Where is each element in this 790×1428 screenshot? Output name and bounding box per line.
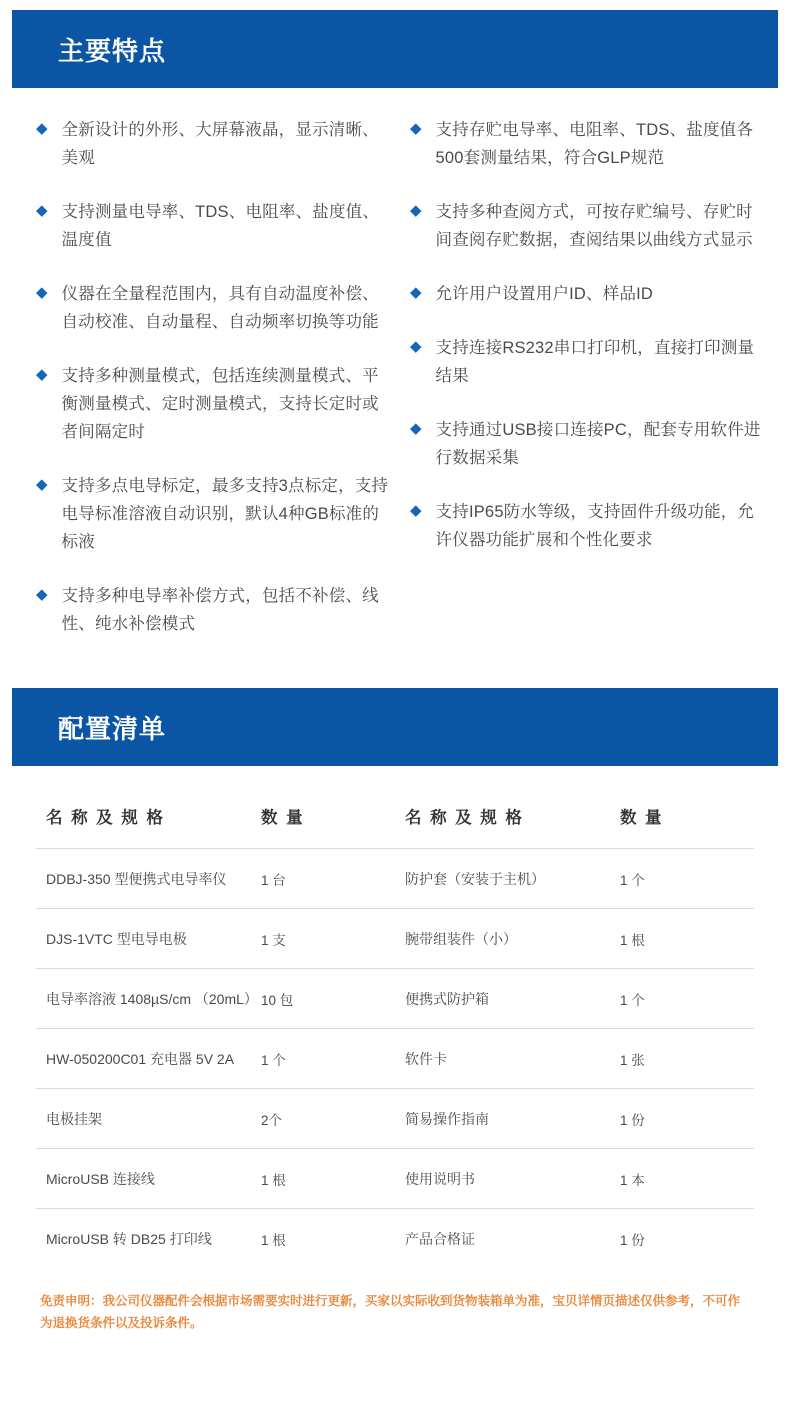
table-row: [36, 909, 754, 969]
feature-text: 支持连接RS232串口打印机，直接打印测量结果: [435, 339, 755, 385]
item-name: 便携式防护箱: [395, 969, 614, 1029]
item-name: MicroUSB 连接线: [36, 1149, 255, 1209]
feature-item: [398, 280, 766, 308]
item-qty: 1 根: [614, 909, 754, 969]
feature-text: 支持IP65防水等级，支持固件升级功能，允许仪器功能扩展和个性化要求: [435, 503, 755, 549]
item-name: 使用说明书: [395, 1149, 614, 1209]
feature-item: [398, 198, 766, 254]
feature-item: [398, 334, 766, 390]
feature-item: [398, 416, 766, 472]
column-header-qty-2: 数 量: [619, 809, 664, 827]
item-qty: 1 份: [614, 1089, 754, 1149]
item-qty: 1 台: [255, 849, 395, 909]
feature-item: [398, 116, 766, 172]
feature-text: 支持测量电导率、TDS、电阻率、盐度值、温度值: [61, 203, 380, 249]
feature-item: [24, 116, 392, 172]
feature-text: 全新设计的外形、大屏幕液晶，显示清晰、美观: [61, 121, 379, 167]
item-name: 简易操作指南: [395, 1089, 614, 1149]
feature-text: 支持多种测量模式，包括连续测量模式、平衡测量模式、定时测量模式，支持长定时或者间隔定时: [61, 367, 379, 441]
features-column-left: [24, 116, 392, 664]
item-qty: 1 份: [614, 1209, 754, 1269]
item-qty: 1 张: [614, 1029, 754, 1089]
feature-item: [24, 472, 392, 556]
item-qty: 2个: [255, 1089, 395, 1149]
diamond-bullet-icon: ◆: [36, 366, 48, 383]
diamond-bullet-icon: ◆: [410, 120, 422, 137]
diamond-bullet-icon: ◆: [410, 502, 422, 519]
features-list: [0, 88, 790, 688]
item-name: DDBJ-350 型便携式电导率仪: [36, 849, 255, 909]
item-name: 产品合格证: [395, 1209, 614, 1269]
diamond-bullet-icon: ◆: [36, 284, 48, 301]
product-detail-page: [0, 10, 790, 1428]
item-name: 腕带组装件（小）: [395, 909, 614, 969]
table-header-row: [36, 782, 754, 849]
item-name: 电导率溶液 1408µS/cm （20mL）: [36, 969, 255, 1029]
item-qty: 1 支: [255, 909, 395, 969]
feature-text: 支持多点电导标定，最多支持3点标定，支持电导标准溶液自动识别，默认4种GB标准的标液: [61, 477, 389, 551]
feature-item: [24, 582, 392, 638]
table-row: [36, 849, 754, 909]
table-row: [36, 1029, 754, 1089]
config-table: [36, 782, 754, 1268]
diamond-bullet-icon: ◆: [410, 338, 422, 355]
diamond-bullet-icon: ◆: [36, 586, 48, 603]
config-table-wrapper: [0, 766, 790, 1268]
diamond-bullet-icon: ◆: [410, 420, 422, 437]
diamond-bullet-icon: ◆: [36, 202, 48, 219]
item-name: 防护套（安装于主机）: [395, 849, 614, 909]
item-qty: 10 包: [255, 969, 395, 1029]
config-section-title: 配置清单: [58, 713, 167, 744]
feature-item: [24, 280, 392, 336]
features-section-header: [12, 10, 778, 88]
table-row: [36, 1089, 754, 1149]
diamond-bullet-icon: ◆: [36, 120, 48, 137]
item-qty: 1 根: [255, 1209, 395, 1269]
item-qty: 1 个: [614, 849, 754, 909]
feature-text: 支持多种电导率补偿方式，包括不补偿、线性、纯水补偿模式: [61, 587, 379, 633]
table-row: [36, 1149, 754, 1209]
item-name: HW-050200C01 充电器 5V 2A: [36, 1029, 255, 1089]
features-column-right: [398, 116, 766, 664]
item-name: 软件卡: [395, 1029, 614, 1089]
table-row: [36, 1209, 754, 1269]
feature-text: 支持通过USB接口连接PC，配套专用软件进行数据采集: [435, 421, 761, 467]
item-qty: 1 根: [255, 1149, 395, 1209]
item-qty: 1 本: [614, 1149, 754, 1209]
feature-text: 支持存贮电导率、电阻率、TDS、盐度值各500套测量结果，符合GLP规范: [435, 121, 754, 167]
table-row: [36, 969, 754, 1029]
column-header-qty-1: 数 量: [260, 809, 305, 827]
diamond-bullet-icon: ◆: [410, 284, 422, 301]
column-header-name-2: 名 称 及 规 格: [404, 809, 524, 827]
item-name: 电极挂架: [36, 1089, 255, 1149]
feature-text: 支持多种查阅方式，可按存贮编号、存贮时间查阅存贮数据，查阅结果以曲线方式显示: [435, 203, 753, 249]
feature-text: 允许用户设置用户ID、样品ID: [435, 285, 654, 303]
item-qty: 1 个: [614, 969, 754, 1029]
item-name: MicroUSB 转 DB25 打印线: [36, 1209, 255, 1269]
feature-item: [24, 362, 392, 446]
feature-item: [24, 198, 392, 254]
item-qty: 1 个: [255, 1029, 395, 1089]
diamond-bullet-icon: ◆: [36, 476, 48, 493]
config-section-header: [12, 688, 778, 766]
column-header-name-1: 名 称 及 规 格: [46, 809, 165, 827]
diamond-bullet-icon: ◆: [410, 202, 422, 219]
features-section-title: 主要特点: [58, 35, 167, 66]
disclaimer-text: 免责申明：我公司仪器配件会根据市场需要实时进行更新，买家以实际收到货物装箱单为准，宝贝详情页描述仅供参考，不可作为退换货条件以及投诉条件。: [40, 1294, 741, 1330]
item-name: DJS-1VTC 型电导电极: [36, 909, 255, 969]
feature-item: [398, 498, 766, 554]
feature-text: 仪器在全量程范围内，具有自动温度补偿、自动校准、自动量程、自动频率切换等功能: [61, 285, 379, 331]
